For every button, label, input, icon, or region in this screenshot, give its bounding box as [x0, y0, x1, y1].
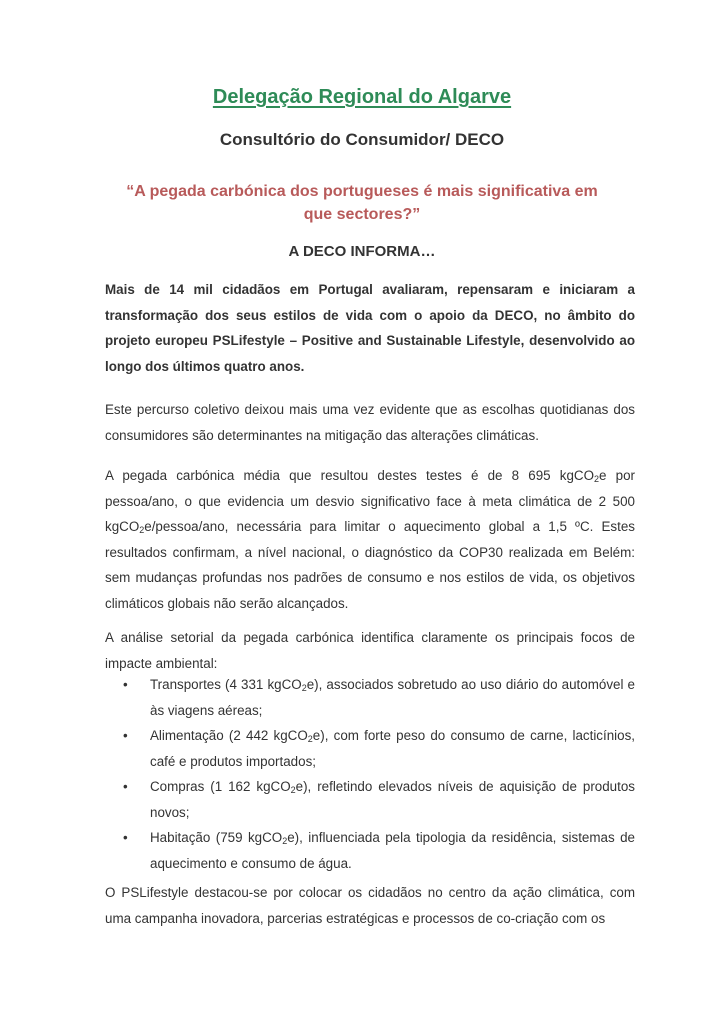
sector-list [105, 672, 635, 876]
text-segment: e/pessoa/ano, necessária para limitar o aquecimento global a 1,5 ºC. Estes resultados confirmam, a nível nacional, o diagnóstico da COP30 realizada em Belém: sem mudanças profundas nos padrões de consumo e nos estilos de vida, os objetivos climáticos globais não serão alcançados. [105, 519, 635, 611]
subscript: 2 [139, 525, 145, 535]
bullet-icon: • [123, 728, 128, 743]
bullet-icon: • [123, 830, 128, 845]
text-segment: A pegada carbónica média que resultou destes testes é de 8 695 kgCO [105, 468, 594, 483]
paragraph-pslifestyle: O PSLifestyle destacou-se por colocar os cidadãos no centro da ação climática, com uma campanha inovadora, parcerias estratégicas e processos de co-criação com os [105, 885, 635, 926]
document-title: Delegação Regional do Algarve [212, 86, 512, 108]
bullet-icon: • [123, 779, 128, 794]
bullet-icon: • [123, 677, 128, 692]
paragraph-carbon-footprint [105, 463, 635, 616]
list-item-compras: • Compras (1 162 kgCO$_2$e), refletindo elevados níveis de aquisição de produtos novos; [105, 774, 635, 825]
section-label: A DECO INFORMA… [288, 243, 436, 260]
headline-question: “A pegada carbónica dos portugueses é mais significativa em que sectores?” [126, 183, 598, 223]
text-segment: e por pessoa/ano, o que evidencia um desvio significativo face à meta climática de 2 500 kgCO [105, 468, 635, 534]
paragraph-sector-analysis: A análise setorial da pegada carbónica identifica claramente os principais focos de impacte ambiental: [105, 630, 635, 671]
list-item-habitacao: • Habitação (759 kgCO$_2$e), influenciada pela tipologia da residência, sistemas de aquecimento e consumo de água. [105, 825, 635, 876]
list-item-transportes: • Transportes (4 331 kgCO$_2$e), associados sobretudo ao uso diário do automóvel e às viagens aéreas; [105, 672, 635, 723]
paragraph-collective-path: Este percurso coletivo deixou mais uma vez evidente que as escolhas quotidianas dos consumidores são determinantes na mitigação das alterações climáticas. [105, 402, 635, 443]
document-subtitle: Consultório do Consumidor/ DECO [219, 130, 505, 149]
list-item-alimentacao: • Alimentação (2 442 kgCO$_2$e), com forte peso do consumo de carne, lacticínios, café e produtos importados; [105, 723, 635, 774]
subscript: 2 [594, 474, 600, 484]
intro-paragraph: Mais de 14 mil cidadãos em Portugal avaliaram, repensaram e iniciaram a transformação dos seus estilos de vida com o apoio da DECO, no âmbito do projeto europeu PSLifestyle – Positive and Sustainable Lifestyle, desenvolvido ao longo dos últimos quatro anos. [105, 282, 635, 374]
